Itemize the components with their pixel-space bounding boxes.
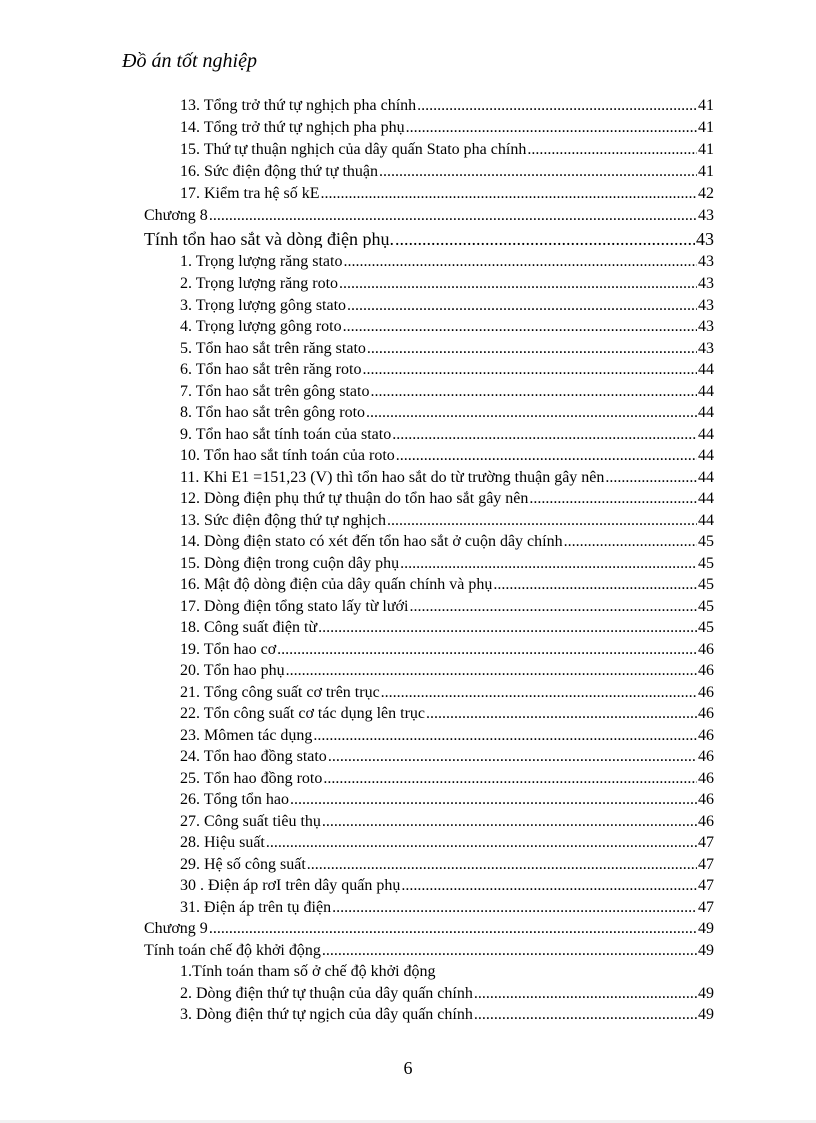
toc-entry-page: 46 <box>698 813 714 830</box>
toc-entry-page: 45 <box>698 533 714 550</box>
page-number: 6 <box>403 1058 413 1078</box>
toc-entry-label: 1. Trọng lượng răng stato <box>180 253 343 270</box>
toc-entry <box>180 94 714 115</box>
toc-entry-page: 43 <box>698 318 714 335</box>
toc-entry-label: 23. Mômen tác dụng <box>180 727 313 744</box>
toc-entry-page: 43 <box>698 340 714 357</box>
toc-entry-label: 12. Dòng điện phụ thứ tự thuận do tổn hao sắt gây nên <box>180 490 529 507</box>
toc-entry <box>180 423 714 444</box>
toc-entry-page: 43 <box>698 297 714 314</box>
toc-entry-label: 30 . Điện áp rơI trên dây quấn phụ <box>180 877 401 894</box>
toc-entry-page: 47 <box>698 899 714 916</box>
toc-entry <box>180 138 714 159</box>
toc-entry <box>180 595 714 616</box>
toc-entry-label: 16. Mật độ dòng điện của dây quấn chính và phụ <box>180 576 493 593</box>
toc-entry <box>180 272 714 293</box>
toc-chapter-title <box>144 227 714 248</box>
toc-entry-page: 43 <box>698 207 714 224</box>
toc-entry-page: 47 <box>698 877 714 894</box>
toc-entry-label: 8. Tổn hao sắt trên gông roto <box>180 404 366 421</box>
toc-entry-label: 29. Hệ số công suất <box>180 856 306 873</box>
toc-entry-label: Tính tổn hao sắt và dòng điện phụ. <box>144 229 394 248</box>
toc-entry-label: 5. Tổn hao sắt trên răng stato <box>180 340 366 357</box>
toc-entry <box>180 681 714 702</box>
toc-entry-label: 15. Dòng điện trong cuộn dây phụ <box>180 555 400 572</box>
toc-entry-page: 44 <box>698 447 714 464</box>
toc-entry <box>180 831 714 852</box>
toc-entry <box>180 960 714 981</box>
toc-entry-label: 3. Dòng điện thứ tự ngịch của dây quấn chính <box>180 1006 473 1023</box>
toc-entry-page: 43 <box>696 229 714 248</box>
toc-entry-page: 44 <box>698 383 714 400</box>
toc-entry-page: 44 <box>698 490 714 507</box>
page-title: Đồ án tốt nghiệp <box>122 50 257 72</box>
toc-entry-page: 49 <box>698 1006 714 1023</box>
toc-chapter <box>144 917 714 938</box>
toc-entry-label: 27. Công suất tiêu thụ <box>180 813 321 830</box>
toc-entry-page: 45 <box>698 576 714 593</box>
toc-entry-page: 46 <box>698 770 714 787</box>
toc-entry-label: 28. Hiệu suất <box>180 834 265 851</box>
toc-entry <box>180 616 714 637</box>
toc-entry <box>180 810 714 831</box>
toc-entry-page: 49 <box>698 985 714 1002</box>
toc-entry-page: 41 <box>698 163 714 180</box>
toc-entry-page: 47 <box>698 834 714 851</box>
toc-entry <box>180 250 714 271</box>
toc-entry-label: Tính toán chế độ khởi động <box>144 942 321 959</box>
toc-entry-label: Chương 8 <box>144 207 208 224</box>
toc-entry-page: 43 <box>698 253 714 270</box>
toc-entry <box>180 116 714 137</box>
toc-entry <box>180 745 714 766</box>
toc-entry-label: 21. Tổng công suất cơ trên trục <box>180 684 380 701</box>
toc-entry-label: 26. Tổng tổn hao <box>180 791 290 808</box>
toc-entry-page: 49 <box>698 942 714 959</box>
toc-entry-label: 25. Tổn hao đồng roto <box>180 770 323 787</box>
toc-entry-label: 2. Trọng lượng răng roto <box>180 275 339 292</box>
toc-chapter <box>144 204 714 225</box>
toc-entry-label: 13. Sức điện động thứ tự nghịch <box>180 512 386 529</box>
toc-entry <box>180 444 714 465</box>
toc-entry-label: 9. Tổn hao sắt tính toán của stato <box>180 426 392 443</box>
toc-entry-label: 13. Tổng trở thứ tự nghịch pha chính <box>180 97 417 114</box>
toc-entry-label: 22. Tổn công suất cơ tác dụng lên trục <box>180 705 425 722</box>
toc-entry <box>180 896 714 917</box>
toc-entry <box>180 337 714 358</box>
toc-entry <box>180 466 714 487</box>
toc-entry-page: 42 <box>698 185 714 202</box>
toc-entry <box>180 982 714 1003</box>
toc-entry-page: 45 <box>698 619 714 636</box>
toc-entry <box>180 401 714 422</box>
toc-entry-label: 11. Khi E1 =151,23 (V) thì tổn hao sắt do từ trường thuận gây nên <box>180 469 605 486</box>
toc-entry-page: 41 <box>698 97 714 114</box>
toc-entry <box>180 638 714 659</box>
toc-entry-label: 24. Tổn hao đồng stato <box>180 748 327 765</box>
toc-entry-label: 6. Tổn hao sắt trên răng roto <box>180 361 362 378</box>
toc-entry-page: 46 <box>698 684 714 701</box>
toc-entry <box>180 724 714 745</box>
toc-entry <box>180 487 714 508</box>
toc-entry-label: 14. Dòng điện stato có xét đến tổn hao sắt ở cuộn dây chính <box>180 533 563 550</box>
toc-entry-page: 46 <box>698 727 714 744</box>
toc-entry-page: 45 <box>698 598 714 615</box>
toc-entry-label: 7. Tổn hao sắt trên gông stato <box>180 383 370 400</box>
toc-entry-page: 46 <box>698 791 714 808</box>
toc-entry-label: 17. Kiểm tra hệ số kE <box>180 185 320 202</box>
toc-entry-label: 2. Dòng điện thứ tự thuận của dây quấn chính <box>180 985 473 1002</box>
toc-entry <box>180 530 714 551</box>
toc-entry <box>180 573 714 594</box>
toc-entry-page: 41 <box>698 141 714 158</box>
toc-entry-page: 46 <box>698 705 714 722</box>
toc-entry-page: 44 <box>698 469 714 486</box>
toc-entry-label: 17. Dòng điện tổng stato lấy từ lưới <box>180 598 409 615</box>
toc-entry-label: 1.Tính toán tham số ở chế độ khởi động <box>180 963 436 980</box>
toc-entry <box>180 315 714 336</box>
toc-entry-label: Chương 9 <box>144 920 208 937</box>
toc-entry-page: 44 <box>698 404 714 421</box>
toc-entry-page: 45 <box>698 555 714 572</box>
toc-entry-page: 41 <box>698 119 714 136</box>
toc-entry-page: 46 <box>698 641 714 658</box>
toc-entry <box>180 182 714 203</box>
toc-entry-label: 31. Điện áp trên tụ điện <box>180 899 332 916</box>
toc-entry <box>180 659 714 680</box>
toc-entry-page: 46 <box>698 748 714 765</box>
toc-entry-label: 4. Trọng lượng gông roto <box>180 318 342 335</box>
toc-entry <box>180 358 714 379</box>
toc-entry-page: 44 <box>698 361 714 378</box>
toc-entry <box>180 294 714 315</box>
toc-entry-label: 14. Tổng trở thứ tự nghịch pha phụ <box>180 119 405 136</box>
toc-entry <box>180 767 714 788</box>
toc-entry-label: 19. Tổn hao cơ <box>180 641 277 658</box>
toc-entry <box>180 160 714 181</box>
toc-entry <box>180 552 714 573</box>
toc-entry-label: 3. Trọng lượng gông stato <box>180 297 347 314</box>
toc-entry-page: 43 <box>698 275 714 292</box>
toc-entry-page: 44 <box>698 512 714 529</box>
toc-entry-page: 44 <box>698 426 714 443</box>
toc-entry-page: 49 <box>698 920 714 937</box>
toc-entry-label: 18. Công suất điện từ <box>180 619 318 636</box>
toc-entry <box>180 874 714 895</box>
toc-entry <box>180 509 714 530</box>
toc-entry <box>180 1003 714 1024</box>
toc-entry-label: 16. Sức điện động thứ tự thuận <box>180 163 378 180</box>
toc-entry-label: 20. Tổn hao phụ <box>180 662 285 679</box>
toc-entry-page: 46 <box>698 662 714 679</box>
toc-entry <box>180 788 714 809</box>
toc-entry-page: 47 <box>698 856 714 873</box>
toc-entry-label: 10. Tổn hao sắt tính toán của roto <box>180 447 395 464</box>
toc-entry <box>180 702 714 723</box>
toc-entry <box>180 380 714 401</box>
toc-chapter-title <box>144 939 714 960</box>
toc-entry-label: 15. Thứ tự thuận nghịch của dây quấn Stato pha chính <box>180 141 527 158</box>
toc-entry <box>180 853 714 874</box>
